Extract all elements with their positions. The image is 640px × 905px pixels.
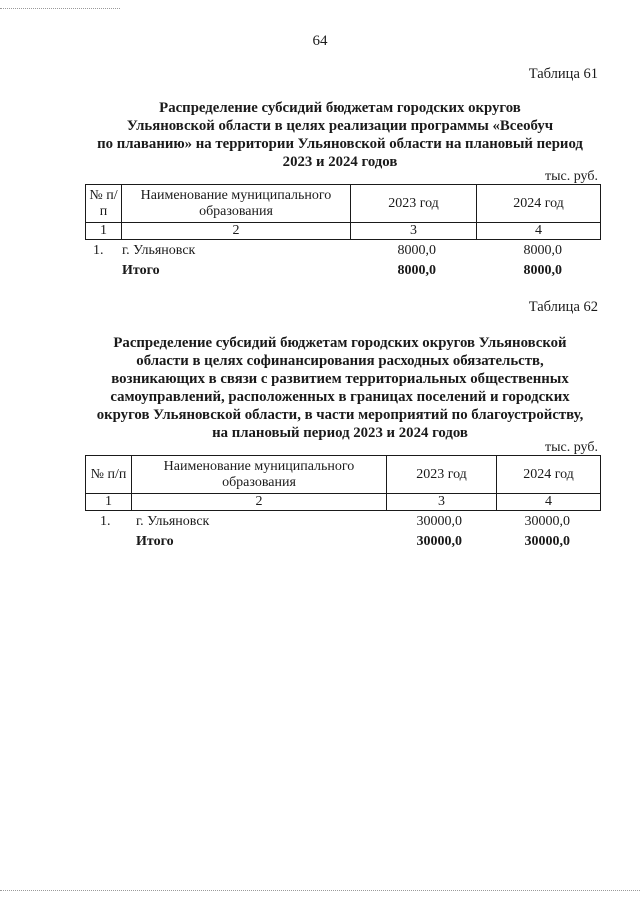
total-value-2023: 8000,0 bbox=[397, 263, 436, 278]
header-2023: 2023 год bbox=[351, 185, 477, 223]
table-61-title-line: Распределение субсидий бюджетам городских округов bbox=[159, 100, 521, 116]
header-2023: 2023 год bbox=[387, 456, 497, 494]
table-62-title-line: округов Ульяновской области, в части мероприятий по благоустройству, bbox=[96, 407, 584, 423]
table-62-title bbox=[60, 334, 620, 442]
total-label: Итого bbox=[136, 534, 174, 549]
page-number: 64 bbox=[312, 33, 328, 49]
row-value-2023: 8000,0 bbox=[397, 243, 436, 258]
table-61-title bbox=[60, 99, 620, 171]
table-62-unit: тыс. руб. bbox=[545, 440, 598, 455]
row-value-2024: 30000,0 bbox=[524, 514, 570, 529]
table-62-title-line: самоуправлений, расположенных в границах поселений и городских bbox=[110, 389, 570, 405]
col-number: 1 bbox=[86, 494, 132, 511]
table-61-label: Таблица 61 bbox=[528, 66, 598, 82]
header-num: № п/п bbox=[86, 185, 122, 223]
table-61-title-line: Ульяновской области в целях реализации программы «Всеобуч bbox=[126, 118, 554, 134]
total-value-2023: 30000,0 bbox=[416, 534, 462, 549]
table-62-title-line: возникающих в связи с развитием территориальных общественных bbox=[111, 371, 569, 387]
scan-edge-top bbox=[0, 8, 120, 10]
table-62-title-line: области в целях софинансирования расходных обязательств, bbox=[136, 353, 544, 369]
col-number: 4 bbox=[477, 223, 601, 240]
total-label: Итого bbox=[122, 263, 160, 278]
total-value-2024: 8000,0 bbox=[523, 263, 562, 278]
row-value-2024: 8000,0 bbox=[523, 243, 562, 258]
scan-edge-bottom bbox=[0, 890, 640, 892]
table-62-title-line: Распределение субсидий бюджетам городских округов Ульяновской bbox=[113, 335, 567, 351]
table-61-title-line: по плаванию» на территории Ульяновской области на плановый период bbox=[97, 136, 583, 152]
row-name: г. Ульяновск bbox=[122, 243, 196, 258]
table-62-title-line: на плановый период 2023 и 2024 годов bbox=[212, 425, 468, 441]
header-2024: 2024 год bbox=[497, 456, 601, 494]
total-value-2024: 30000,0 bbox=[524, 534, 570, 549]
table-61-header bbox=[85, 184, 601, 240]
row-number: 1. bbox=[100, 514, 111, 529]
row-value-2023: 30000,0 bbox=[416, 514, 462, 529]
col-number: 3 bbox=[387, 494, 497, 511]
header-2024: 2024 год bbox=[477, 185, 601, 223]
col-number: 2 bbox=[122, 223, 351, 240]
col-number: 1 bbox=[86, 223, 122, 240]
header-name: Наименование муниципального образования bbox=[132, 456, 387, 494]
table-61-unit: тыс. руб. bbox=[545, 169, 598, 184]
table-62-header bbox=[85, 455, 601, 511]
header-name: Наименование муниципального образования bbox=[122, 185, 351, 223]
col-number: 2 bbox=[132, 494, 387, 511]
col-number: 4 bbox=[497, 494, 601, 511]
col-number: 3 bbox=[351, 223, 477, 240]
header-num: № п/п bbox=[86, 456, 132, 494]
table-62-label: Таблица 62 bbox=[528, 299, 598, 315]
table-61-title-line: 2023 и 2024 годов bbox=[282, 154, 398, 170]
row-name: г. Ульяновск bbox=[136, 514, 210, 529]
row-number: 1. bbox=[93, 243, 104, 258]
